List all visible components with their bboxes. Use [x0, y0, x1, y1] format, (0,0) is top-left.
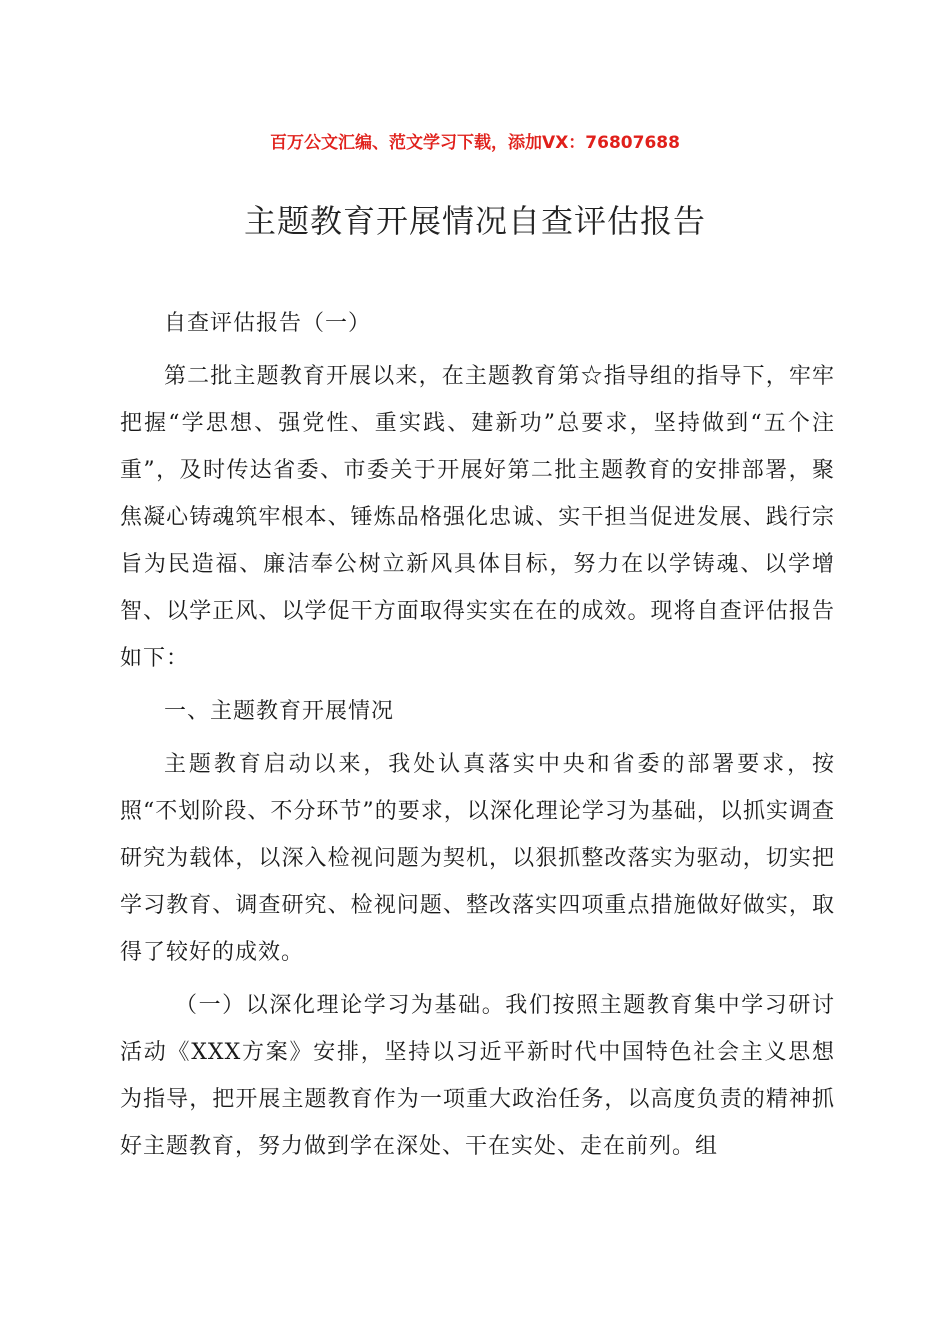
intro-paragraph: 第二批主题教育开展以来，在主题教育第☆指导组的指导下，牢牢把握“学思想、强党性、重实践、建新功”总要求，坚持做到“五个注重”，及时传达省委、市委关于开展好第二批主题教育的安排部署，聚焦凝心铸魂筑牢根本、锤炼品格强化忠诚、实干担当促进发展、践行宗旨为民造福、廉洁奉公树立新风具体目标，努力在以学铸魂、以学增智、以学正风、以学促干方面取得实实在在的成效。现将自查评估报告如下： [120, 364, 835, 671]
report-subtitle: 自查评估报告（一） [164, 311, 372, 336]
subsection-paragraph: （一）以深化理论学习为基础。我们按照主题教育集中学习研讨活动《XXX方案》安排，坚持以习近平新时代中国特色社会主义思想为指导，把开展主题教育作为一项重大政治任务，以高度负责的精神抓好主题教育，努力做到学在深处、干在实处、走在前列。组 [120, 993, 835, 1159]
section-paragraph: 主题教育启动以来，我处认真落实中央和省委的部署要求，按照“不划阶段、不分环节”的要求，以深化理论学习为基础，以抓实调查研究为载体，以深入检视问题为契机，以狠抓整改落实为驱动，切实把学习教育、调查研究、检视问题、整改落实四项重点措施做好做实，取得了较好的成效。 [120, 752, 835, 965]
document-body [120, 300, 835, 1170]
document-title: 主题教育开展情况自查评估报告 [243, 202, 706, 240]
watermark-banner: 百万公文汇编、范文学习下载，添加VX：76807688 [270, 133, 680, 153]
section-heading: 一、主题教育开展情况 [164, 699, 395, 724]
